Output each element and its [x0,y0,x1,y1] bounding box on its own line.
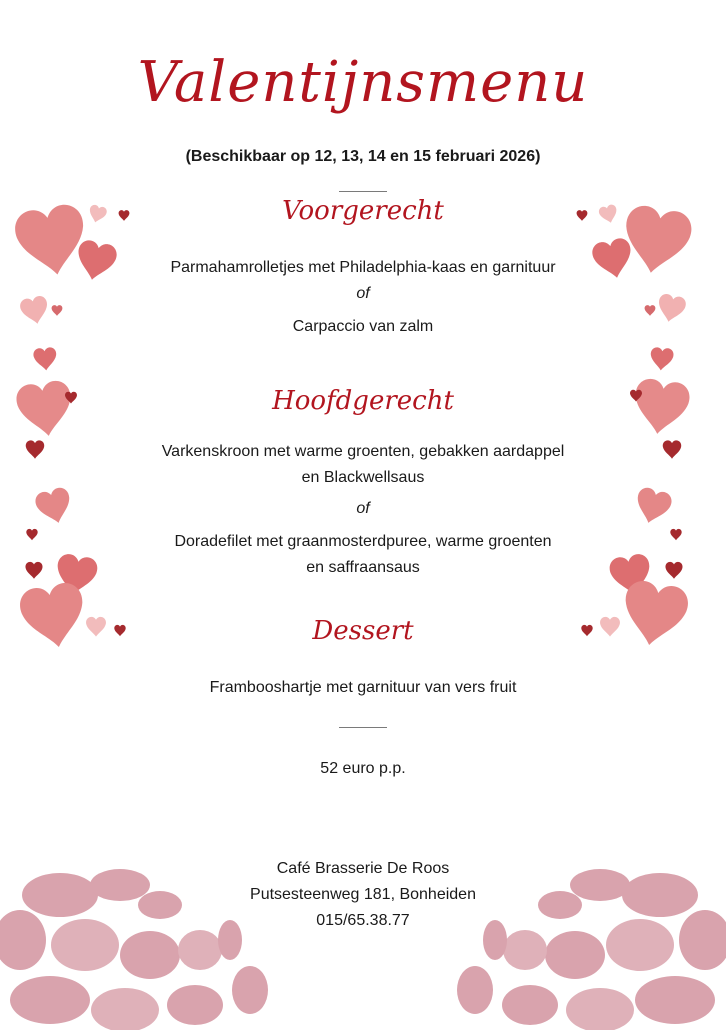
section-heading-dessert: Dessert [312,616,414,646]
menu-title: Valentijnsmenu [137,50,589,115]
main-option-2-line-2: en saffraansaus [306,559,420,576]
restaurant-phone: 015/65.38.77 [316,912,410,929]
section-heading-starter: Voorgerecht [282,196,444,226]
section-heading-main: Hoofdgerecht [272,386,454,416]
or-separator: of [356,500,370,517]
starter-option-2: Carpaccio van zalm [292,318,434,335]
or-separator: of [356,285,370,302]
restaurant-name: Café Brasserie De Roos [276,860,450,877]
dessert-option: Frambooshartje met garnituur van vers fruit [209,679,517,696]
divider [339,191,387,192]
price-text: 52 euro p.p. [320,760,406,777]
main-option-2-line-1: Doradefilet met graanmosterdpuree, warme groenten [174,533,552,550]
availability-text: (Beschikbaar op 12, 13, 14 en 15 februari 2026) [185,148,541,165]
restaurant-address: Putsesteenweg 181, Bonheiden [250,886,476,903]
divider [339,727,387,728]
main-option-1-line-1: Varkenskroon met warme groenten, gebakken aardappel [161,443,565,460]
starter-option-1: Parmahamrolletjes met Philadelphia-kaas en garnituur [170,259,556,276]
main-option-1-line-2: en Blackwellsaus [301,469,425,486]
